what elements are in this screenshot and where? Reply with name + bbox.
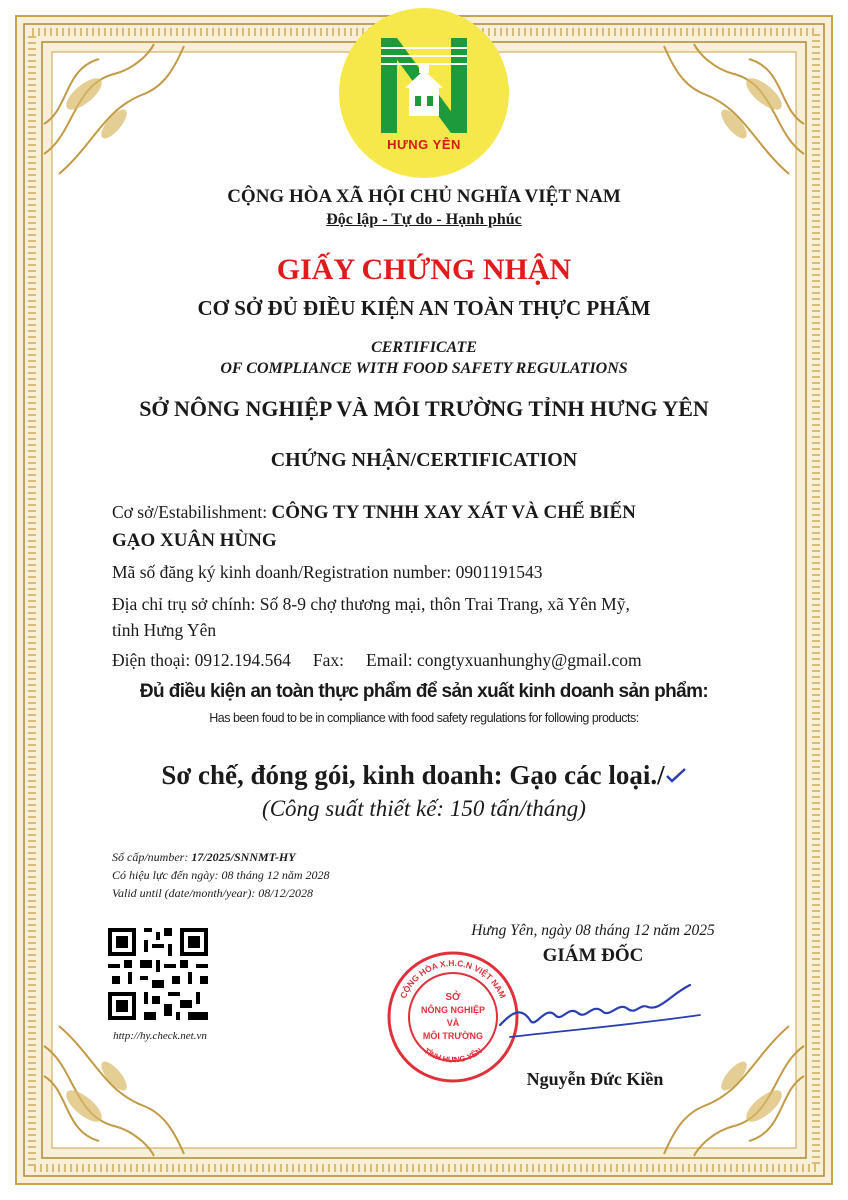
qr-url[interactable]: http://hy.check.net.vn xyxy=(113,1030,207,1042)
stamp-ring-text: CỘNG HÒA X.H.C.N VIỆT NAM xyxy=(397,957,509,1000)
qr-code[interactable] xyxy=(108,928,208,1020)
svg-text:TỈNH HƯNG YÊN xyxy=(422,1046,484,1064)
director-title: GIÁM ĐỐC xyxy=(542,945,644,966)
issuing-department: SỞ NÔNG NGHIỆP VÀ MÔI TRƯỜNG TỈNH HƯNG YÊN xyxy=(139,396,709,421)
establishment-name-line2: GẠO XUÂN HÙNG xyxy=(112,530,277,551)
stamp-line1: SỞ xyxy=(445,992,461,1003)
establishment-label: Cơ sở/Estabilishment: xyxy=(112,502,268,522)
establishment-row xyxy=(112,502,752,524)
validity-vi: Có hiệu lực đến ngày: 08 tháng 12 năm 2028 xyxy=(112,868,330,882)
validity-en: Valid until (date/month/year): 08/12/2028 xyxy=(112,886,313,900)
check-mark-icon xyxy=(665,766,687,784)
national-motto: Độc lập - Tự do - Hạnh phúc xyxy=(326,211,522,228)
compliance-statement: Đủ điều kiện an toàn thực phẩm để sản xuất kinh doanh sản phẩm: xyxy=(139,681,709,702)
logo-text: HƯNG YÊN xyxy=(387,137,461,152)
certification-label: CHỨNG NHẬN/CERTIFICATION xyxy=(270,449,578,471)
certificate-number-row xyxy=(112,850,296,865)
stamp-line3: VÀ xyxy=(446,1018,460,1028)
products-line: Sơ chế, đóng gói, kinh doanh: Gạo các loại./ xyxy=(0,760,848,791)
republic-header: CỘNG HÒA XÃ HỘI CHỦ NGHĨA VIỆT NAM xyxy=(227,186,621,207)
capacity-line: (Công suất thiết kế: 150 tấn/tháng) xyxy=(262,796,586,821)
director-name: Nguyễn Đức Kiền xyxy=(526,1069,664,1089)
email-address: Email: congtyxuanhunghy@gmail.com xyxy=(366,650,642,670)
number-label: Số cấp/number: xyxy=(112,850,189,864)
stamp-ring-bottom: TỈNH HƯNG YÊN xyxy=(422,1046,484,1065)
stamp-line2: NÔNG NGHIỆP xyxy=(420,1005,486,1015)
issue-date: Hưng Yên, ngày 08 tháng 12 năm 2025 xyxy=(471,922,715,939)
establishment-name: CÔNG TY TNHH XAY XÁT VÀ CHẾ BIẾN xyxy=(271,502,636,523)
registration-number: Mã số đăng ký kinh doanh/Registration number: 0901191543 xyxy=(112,562,543,582)
address-line1: Địa chỉ trụ sở chính: Số 8-9 chợ thương mại, thôn Trai Trang, xã Yên Mỹ, xyxy=(112,594,630,614)
logo-emblem-icon xyxy=(339,8,509,178)
phone-number: Điện thoại: 0912.194.564 xyxy=(112,650,291,670)
hung-yen-logo xyxy=(339,8,509,178)
contact-row xyxy=(112,650,752,671)
compliance-statement-en: Has been foud to be in compliance with food safety regulations for following products: xyxy=(209,711,639,725)
certificate-subtitle-en: OF COMPLIANCE WITH FOOD SAFETY REGULATIONS xyxy=(220,360,628,377)
certificate-subtitle: CƠ SỞ ĐỦ ĐIỀU KIỆN AN TOÀN THỰC PHẨM xyxy=(197,296,651,320)
certificate-title-en: CERTIFICATE xyxy=(371,339,477,356)
stamp-line4: MÔI TRƯỜNG xyxy=(422,1031,484,1041)
fax-label: Fax: xyxy=(312,650,344,670)
address-line2: tỉnh Hưng Yên xyxy=(112,620,217,640)
director-signature xyxy=(490,975,710,1045)
certificate-title: GIẤY CHỨNG NHẬN xyxy=(276,253,572,286)
number-value: 17/2025/SNNMT-HY xyxy=(191,850,296,864)
